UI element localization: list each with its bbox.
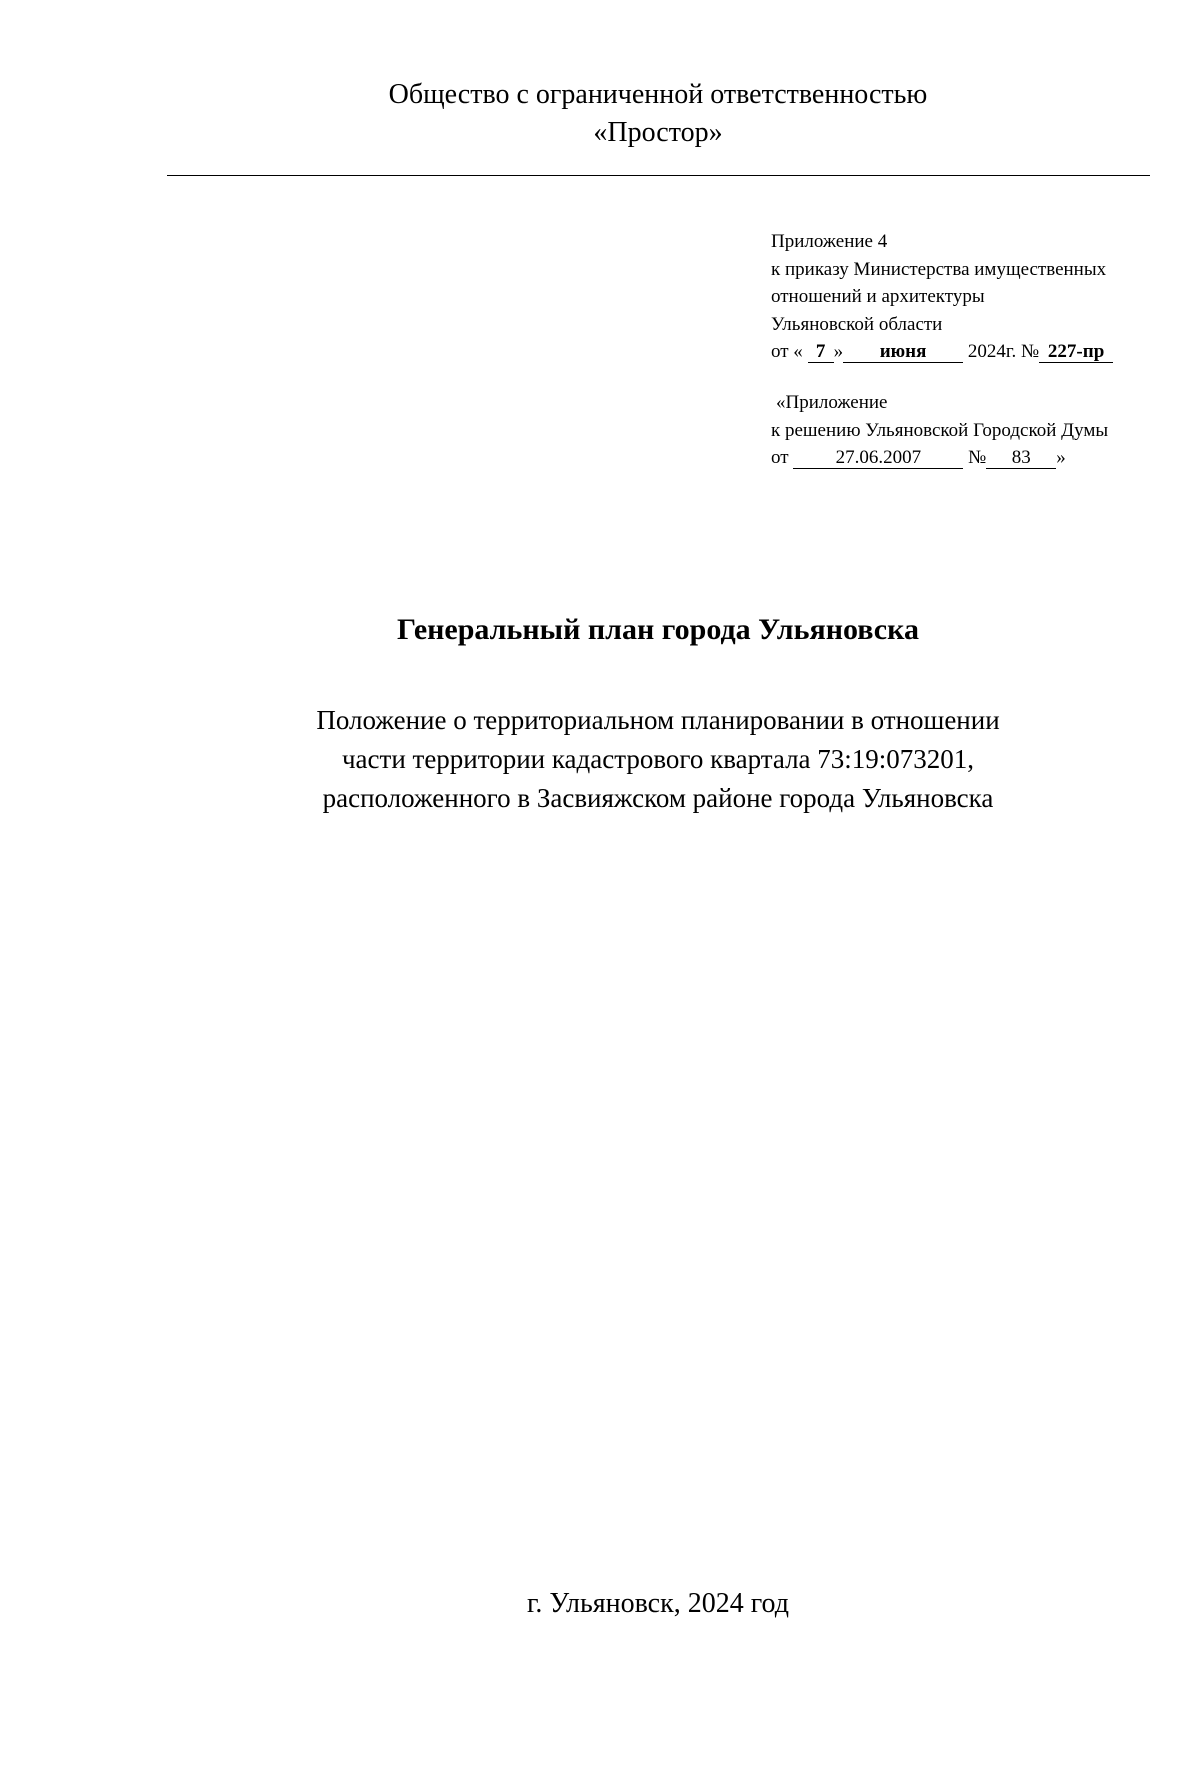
attachment-decision-date-line xyxy=(771,444,1171,472)
decision-number-sign: № xyxy=(968,447,987,468)
order-day-close: » xyxy=(833,341,844,362)
subtitle-line1: Положение о территориальном планировании в отношении xyxy=(316,705,1000,735)
organization-name-line1: Общество с ограниченной ответственностью xyxy=(388,79,928,110)
attachment-order-line4: Ульяновской области xyxy=(771,313,943,335)
document-title: Генеральный план города Ульяновска xyxy=(397,613,919,646)
attachment-order-line3: отношений и архитектуры xyxy=(771,286,985,307)
decision-date-prefix: от xyxy=(771,447,789,468)
document-subtitle xyxy=(0,701,1200,818)
attachment-decision-block xyxy=(771,389,1171,472)
attachment-order-line1: Приложение 4 xyxy=(771,231,888,252)
subtitle-line2: части территории кадастрового квартала 73:19:073201, xyxy=(341,744,975,774)
order-year-text: 2024г. № xyxy=(967,341,1040,362)
decision-close-quote: » xyxy=(1056,447,1066,468)
attachment-decision-line1: «Приложение xyxy=(776,392,888,413)
subtitle-line3: расположенного в Засвияжском районе города Ульяновска xyxy=(322,783,994,813)
order-day: 7 xyxy=(808,342,834,363)
decision-date: 27.06.2007 xyxy=(793,448,963,469)
order-date-prefix: от « xyxy=(771,341,803,362)
order-month: июня xyxy=(843,342,963,363)
header-divider xyxy=(167,175,1150,176)
attachment-order-block xyxy=(771,228,1171,366)
attachment-decision-line2: к решению Ульяновской Городской Думы xyxy=(771,419,1109,441)
decision-number: 83 xyxy=(986,448,1056,469)
footer-place-year: г. Ульяновск, 2024 год xyxy=(527,1588,789,1619)
attachment-order-date-line xyxy=(771,338,1171,366)
organization-name-line2: «Простор» xyxy=(593,117,723,148)
attachment-order-line2: к приказу Министерства имущественных xyxy=(771,258,1107,280)
organization-header xyxy=(0,76,1200,152)
order-number: 227-пр xyxy=(1039,342,1113,363)
